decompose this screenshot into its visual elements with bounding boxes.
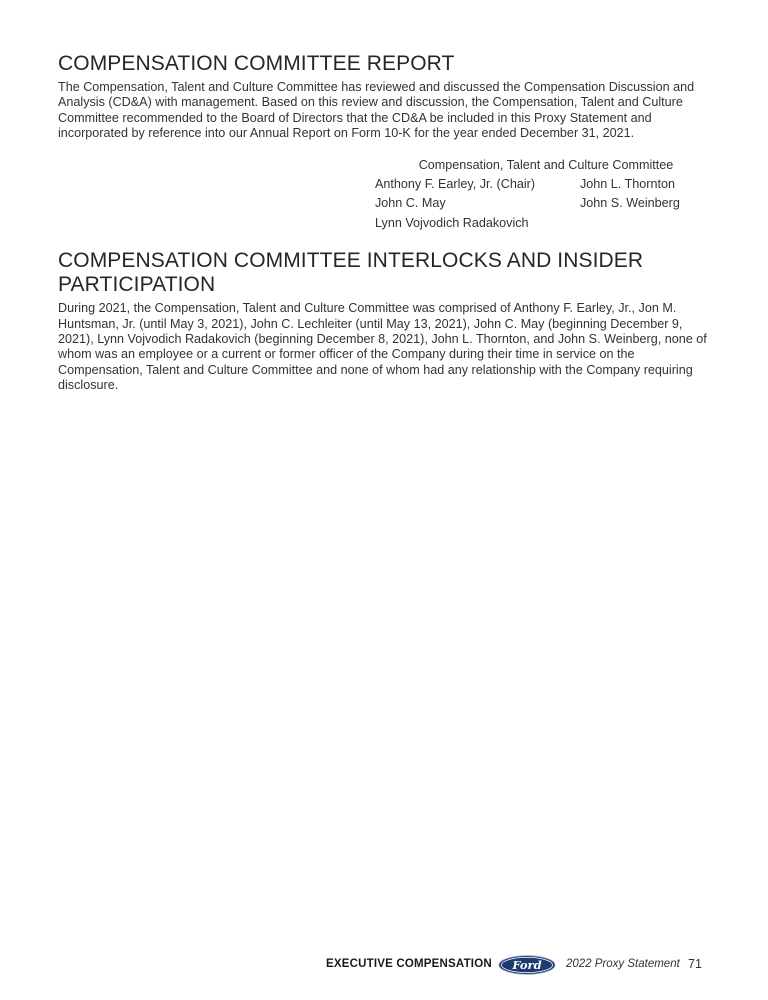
interlocks-heading-line1: COMPENSATION COMMITTEE INTERLOCKS AND INSIDER bbox=[58, 249, 644, 273]
report-heading: COMPENSATION COMMITTEE REPORT bbox=[58, 52, 455, 75]
interlocks-section bbox=[58, 249, 710, 393]
member-name: Lynn Vojvodich Radakovich bbox=[375, 215, 529, 230]
member-name: Anthony F. Earley, Jr. (Chair) bbox=[375, 176, 536, 191]
member-name: John C. May bbox=[375, 196, 446, 211]
compensation-committee-report-section bbox=[58, 52, 710, 233]
member-empty bbox=[575, 214, 695, 234]
interlocks-body: During 2021, the Compensation, Talent and Culture Committee was comprised of Anthony F. Earley, Jr., Jon M. Huntsman, Jr. (until May 3, 2021), John C. Lechleiter (until May 13, 2021), John C. May (beginning December 9, 2021), Lynn Vojvodich Radakovich (beginning December 8, 2021), John L. Thornton, and John S. Weinberg, none of whom was an employee or a current or former officer of the Company during their time in service on the Compensation, Talent and Culture Committee and none of whom had any relationship with the Company requiring disclosure. bbox=[58, 301, 707, 393]
ford-oval-logo-icon bbox=[498, 955, 556, 975]
report-body: The Compensation, Talent and Culture Committee has reviewed and discussed the Compensation Discussion and Analysis (CD&A) with management. Based on this review and discussion, the Compensation, Talent and Culture Committee recommended to the Board of Directors that the CD&A be included in this Proxy Statement and incorporated by reference into our Annual Report on Form 10-K for the year ended December 31, 2021. bbox=[58, 80, 695, 141]
committee-signature-block bbox=[375, 156, 695, 234]
committee-members bbox=[375, 175, 695, 234]
page-footer bbox=[0, 955, 768, 975]
member-name: John S. Weinberg bbox=[580, 196, 680, 211]
committee-name: Compensation, Talent and Culture Committee bbox=[418, 157, 674, 172]
footer-document-title: 2022 Proxy Statement bbox=[566, 958, 680, 970]
interlocks-heading-line2: PARTICIPATION bbox=[58, 273, 216, 297]
logo-text: Ford bbox=[512, 958, 542, 972]
interlocks-heading bbox=[58, 249, 710, 297]
document-page bbox=[58, 52, 710, 394]
member-name: John L. Thornton bbox=[580, 176, 675, 191]
footer-section-label: EXECUTIVE COMPENSATION bbox=[326, 958, 492, 970]
page-number: 71 bbox=[688, 957, 702, 971]
